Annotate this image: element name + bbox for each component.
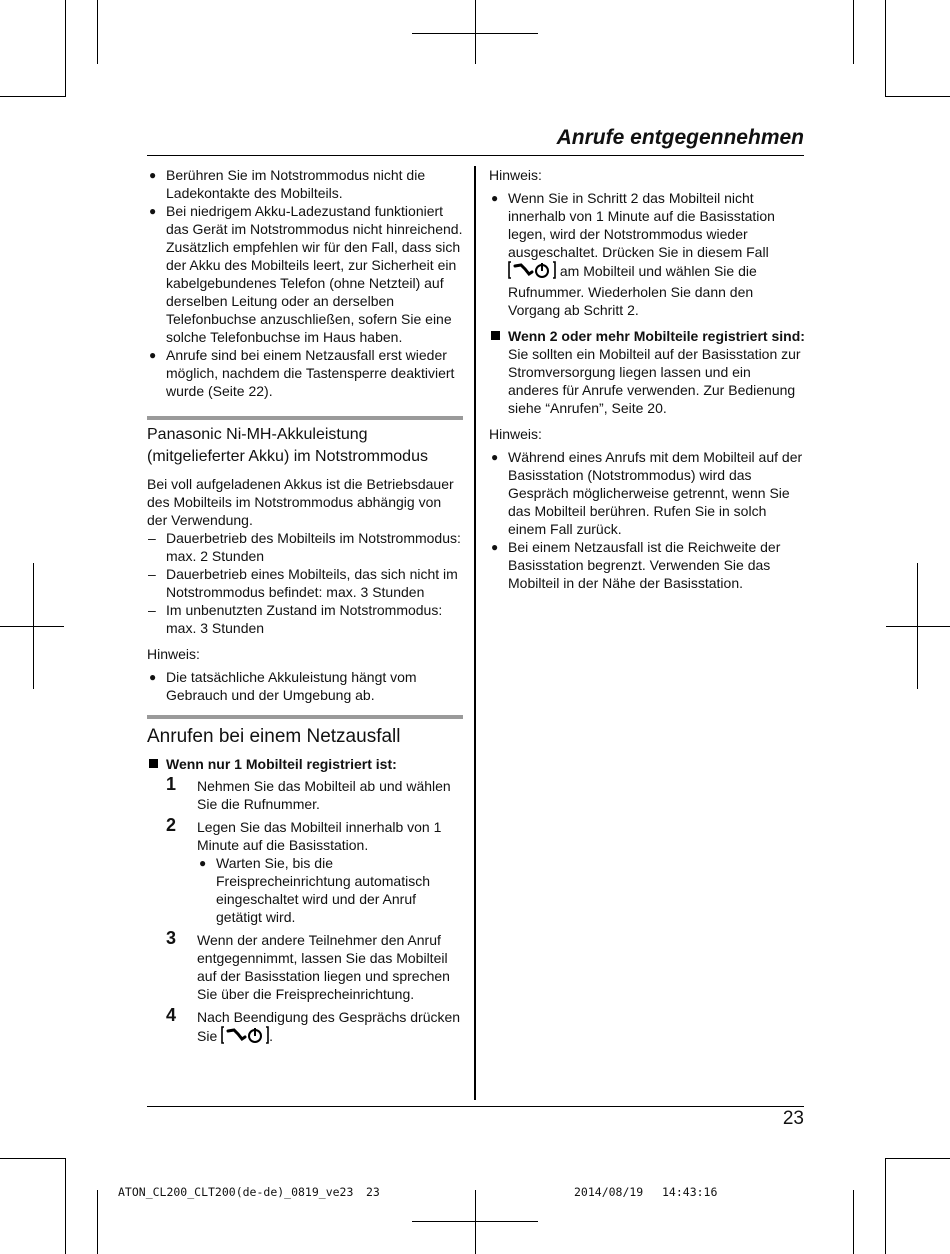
page-number: 23 xyxy=(782,1108,804,1129)
list-item: – Im unbenutzten Zustand im Notstrommodus: max. 3 Stunden xyxy=(148,602,443,636)
hint-label: Hinweis: xyxy=(489,426,542,442)
bullet-dot-icon: ● xyxy=(491,540,499,554)
step-sub-list xyxy=(197,854,463,926)
hint-label: Hinweis: xyxy=(489,167,542,183)
print-page-number: 23 xyxy=(366,1185,380,1199)
list-item: ● Bei niedrigem Akku-Ladezustand funktioniert das Gerät im Notstrommodus nicht hinreichend. Zusätzlich empfehlen wir für den Fall, dass sich der Akku des Mobilteils leert, zur Sicherheit ein kabelgebundenes Telefon (ohne Netzteil) auf derselben Leitung oder an derselben Telefonbuchse anzuschließen, sofern Sie eine solche Telefonbuchse im Haus haben. xyxy=(149,203,463,345)
section-title-battery: Panasonic Ni-MH-Akkuleistung (mitgelieferter Akku) im Notstrommodus xyxy=(147,426,428,465)
hint-label: Hinweis: xyxy=(147,646,200,662)
section-divider-bar xyxy=(147,416,463,420)
subheading-multiple-handsets: Wenn 2 oder mehr Mobilteile registriert sind: xyxy=(489,327,805,345)
hint-bullet-list xyxy=(489,448,805,592)
hangup-power-key-icon xyxy=(508,261,556,283)
bullet-dot-icon: ● xyxy=(149,168,157,182)
bullet-dot-icon: ● xyxy=(149,204,157,218)
header-rule xyxy=(147,155,804,156)
left-column xyxy=(147,166,463,1053)
bullet-dot-icon: ● xyxy=(149,670,157,684)
bullet-dot-icon: ● xyxy=(149,348,157,362)
list-item: ● Anrufe sind bei einem Netzausfall erst wieder möglich, nachdem die Tastensperre deaktiviert wurde (Seite 22). xyxy=(149,347,455,399)
multiple-handsets-text: Sie sollten ein Mobilteil auf der Basisstation zur Stromversorgung liegen lassen und ein anderes für Anrufe verwenden. Zur Bedienung siehe “Anrufen”, Seite 20. xyxy=(508,346,801,416)
hint-bullet-list xyxy=(489,189,805,319)
step-item: 3 Wenn der andere Teilnehmer den Anruf entgegennimmt, lassen Sie das Mobilteil auf der Basisstation liegen und sprechen Sie über die Freisprecheinrichtung. xyxy=(166,928,450,1002)
print-file-name: ATON_CL200_CLT200(de-de)_0819_ve23 xyxy=(118,1185,354,1199)
list-item: – Dauerbetrieb des Mobilteils im Notstrommodus: max. 2 Stunden xyxy=(148,530,461,564)
column-divider xyxy=(474,166,476,1100)
list-item: ● Während eines Anrufs mit dem Mobilteil auf der Basisstation (Notstrommodus) wird das Gespräch möglicherweise getrennt, wenn Sie das Mobilteil berühren. Rufen Sie in solch einem Fall zurück. xyxy=(491,449,803,537)
hint-bullet-list xyxy=(147,668,463,704)
page-header-title: Anrufe entgegennehmen xyxy=(556,126,804,149)
list-item: ● Wenn Sie in Schritt 2 das Mobilteil nicht innerhalb von 1 Minute auf die Basisstation legen, wird der Notstrommodus wieder ausgeschaltet. Drücken Sie in diesem Fall am Mobilteil und wählen Sie die Rufnummer. Wiederholen Sie dann den Vorgang ab Schritt 2. xyxy=(491,190,775,318)
footer-rule xyxy=(147,1106,804,1107)
intro-bullet-list xyxy=(147,166,463,400)
step-list xyxy=(147,774,463,1048)
list-item: – Dauerbetrieb eines Mobilteils, das sich nicht im Notstrommodus befindet: max. 3 Stunden xyxy=(148,566,458,600)
list-item: ● Warten Sie, bis die Freisprecheinrichtung automatisch eingeschaltet wird und der Anruf getätigt wird. xyxy=(199,855,430,925)
right-column xyxy=(489,166,805,592)
bullet-dot-icon: ● xyxy=(199,856,207,870)
square-bullet-icon xyxy=(491,331,500,340)
bullet-dot-icon: ● xyxy=(491,191,499,205)
section-divider-bar xyxy=(147,715,463,719)
list-item: ● Bei einem Netzausfall ist die Reichweite der Basisstation begrenzt. Verwenden Sie das Mobilteil in der Nähe der Basisstation. xyxy=(491,539,781,591)
battery-dash-list xyxy=(147,529,463,637)
square-bullet-icon xyxy=(149,759,158,768)
section-title-power-failure: Anrufen bei einem Netzausfall xyxy=(147,726,401,747)
print-date: 2014/08/19 xyxy=(574,1185,644,1199)
bullet-dot-icon: ● xyxy=(491,450,499,464)
step-item: 2 Legen Sie das Mobilteil innerhalb von 1 Minute auf die Basisstation. ● Warten Sie, bis die Freisprecheinrichtung automatisch eingeschaltet wird und der Anruf getätigt wird. xyxy=(147,818,463,926)
list-item: ● Die tatsächliche Akkuleistung hängt vom Gebrauch und der Umgebung ab. xyxy=(149,669,417,703)
list-item: ● Berühren Sie im Notstrommodus nicht die Ladekontakte des Mobilteils. xyxy=(149,167,426,201)
hangup-power-key-icon xyxy=(221,1026,269,1048)
step-item: 1 Nehmen Sie das Mobilteil ab und wählen Sie die Rufnummer. xyxy=(166,774,451,812)
battery-intro-text: Bei voll aufgeladenen Akkus ist die Betriebsdauer des Mobilteils im Notstrommodus abhängig von der Verwendung. xyxy=(147,476,454,528)
subheading-single-handset: Wenn nur 1 Mobilteil registriert ist: xyxy=(147,755,463,773)
print-time: 14:43:16 xyxy=(662,1185,718,1199)
step-item: 4 Nach Beendigung des Gesprächs drücken Sie . xyxy=(147,1008,463,1048)
